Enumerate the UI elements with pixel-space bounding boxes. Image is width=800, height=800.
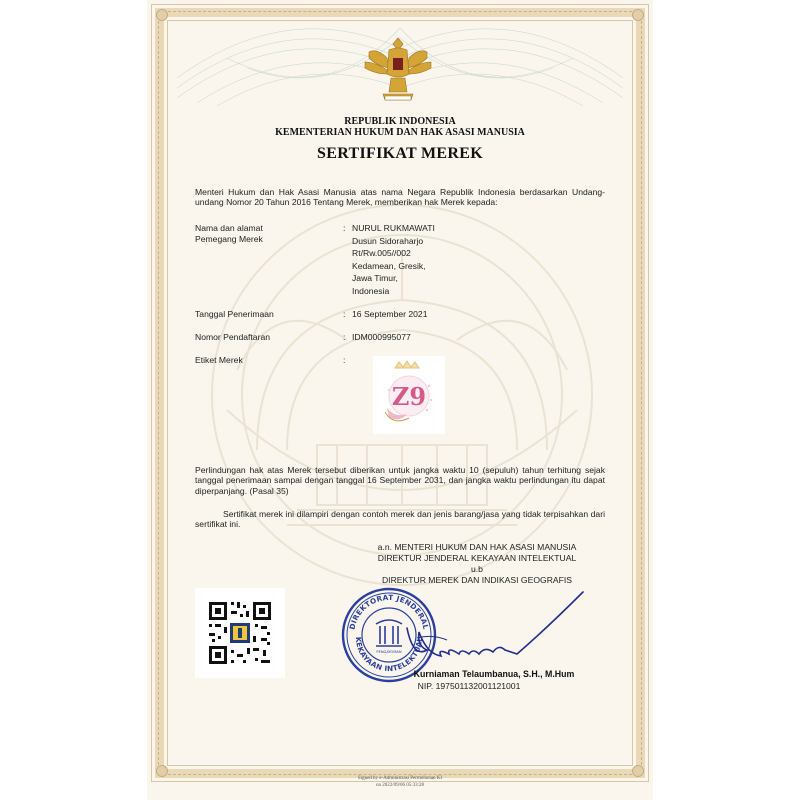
certificate (147, 0, 653, 800)
signatory-nip: NIP. 197501132001121001 (417, 681, 521, 691)
receipt-date-label: Tanggal Penerimaan (195, 309, 274, 319)
attachment-text: Sertifikat merek ini dilampiri dengan contoh merek dan jenis barang/jasa yang tidak terpisahkan dari sertifikat ini. (195, 509, 605, 530)
certificate-title: SERTIFIKAT MEREK (317, 145, 483, 162)
signatory-line-2: DIREKTUR JENDERAL KEKAYAAN INTELEKTUAL (377, 553, 577, 563)
signatory-line-4: DIREKTUR MEREK DAN INDIKASI GEOGRAFIS (381, 575, 573, 585)
country-heading: REPUBLIK INDONESIA (344, 116, 456, 127)
holder-label-line1: Nama dan alamat (195, 223, 263, 233)
qr-center-logo (230, 623, 250, 643)
signatory-line-3: u.b (471, 564, 483, 574)
trademark-logo (373, 356, 445, 434)
holder-address-line: Kedamean, Gresik, (352, 260, 426, 271)
holder-address-line: Jawa Timur, (352, 273, 398, 283)
signature (387, 588, 587, 668)
colon: : (343, 332, 346, 342)
logo-text: Z9 (391, 382, 427, 411)
signatory-name: Kurniaman Telaumbanua, S.H., M.Hum (413, 669, 575, 679)
garuda-emblem (363, 34, 433, 106)
protection-text: Perlindungan hak atas Merek tersebut diberikan untuk jangka waktu 10 (sepuluh) tahun terhitung sejak tanggal penerimaan sampai dengan tanggal 16 September 2031, dan jangka waktu perlindungan itu dapat diperpanjang. (Pasal 35) (195, 465, 605, 496)
colon: : (343, 223, 346, 233)
signatory-line-1: a.n. MENTERI HUKUM DAN HAK ASASI MANUSIA (377, 542, 577, 552)
ministry-heading: KEMENTERIAN HUKUM DAN HAK ASASI MANUSIA (275, 127, 525, 138)
receipt-date-value: 16 September 2021 (352, 309, 428, 319)
footer-signed-on: on 2022/09/06 05:33:28 (375, 783, 425, 788)
holder-address-line: Dusun Sidoraharjo (352, 235, 424, 246)
stamp-bottom-text: KEKAYAAN INTELEKTUAL (353, 636, 425, 674)
colon: : (343, 309, 346, 319)
holder-name: NURUL RUKMAWATI (352, 223, 435, 233)
holder-address-line: Rt/Rw.005//002 (352, 248, 411, 258)
mark-label: Etiket Merek (195, 355, 243, 365)
registration-number-value: IDM000995077 (352, 332, 411, 342)
intro-text: Menteri Hukum dan Hak Asasi Manusia atas nama Negara Republik Indonesia berdasarkan Undang-undang Nomor 20 Tahun 2016 Tentang Merek, memberikan hak Merek kepada: (195, 187, 605, 208)
stamp-center-text: PENGAYOMAN (376, 650, 402, 654)
qr-code (195, 588, 285, 678)
stamp-top-text: DIREKTORAT JENDERAL (347, 592, 431, 631)
footer-signed-by: Signed by e-Administrasi Permohonan KI (357, 776, 443, 781)
registration-number-label: Nomor Pendaftaran (195, 332, 270, 342)
holder-label-line2: Pemegang Merek (195, 234, 263, 244)
corner-ornament (632, 9, 644, 21)
holder-address-line: Indonesia (352, 285, 390, 296)
colon: : (343, 355, 346, 365)
